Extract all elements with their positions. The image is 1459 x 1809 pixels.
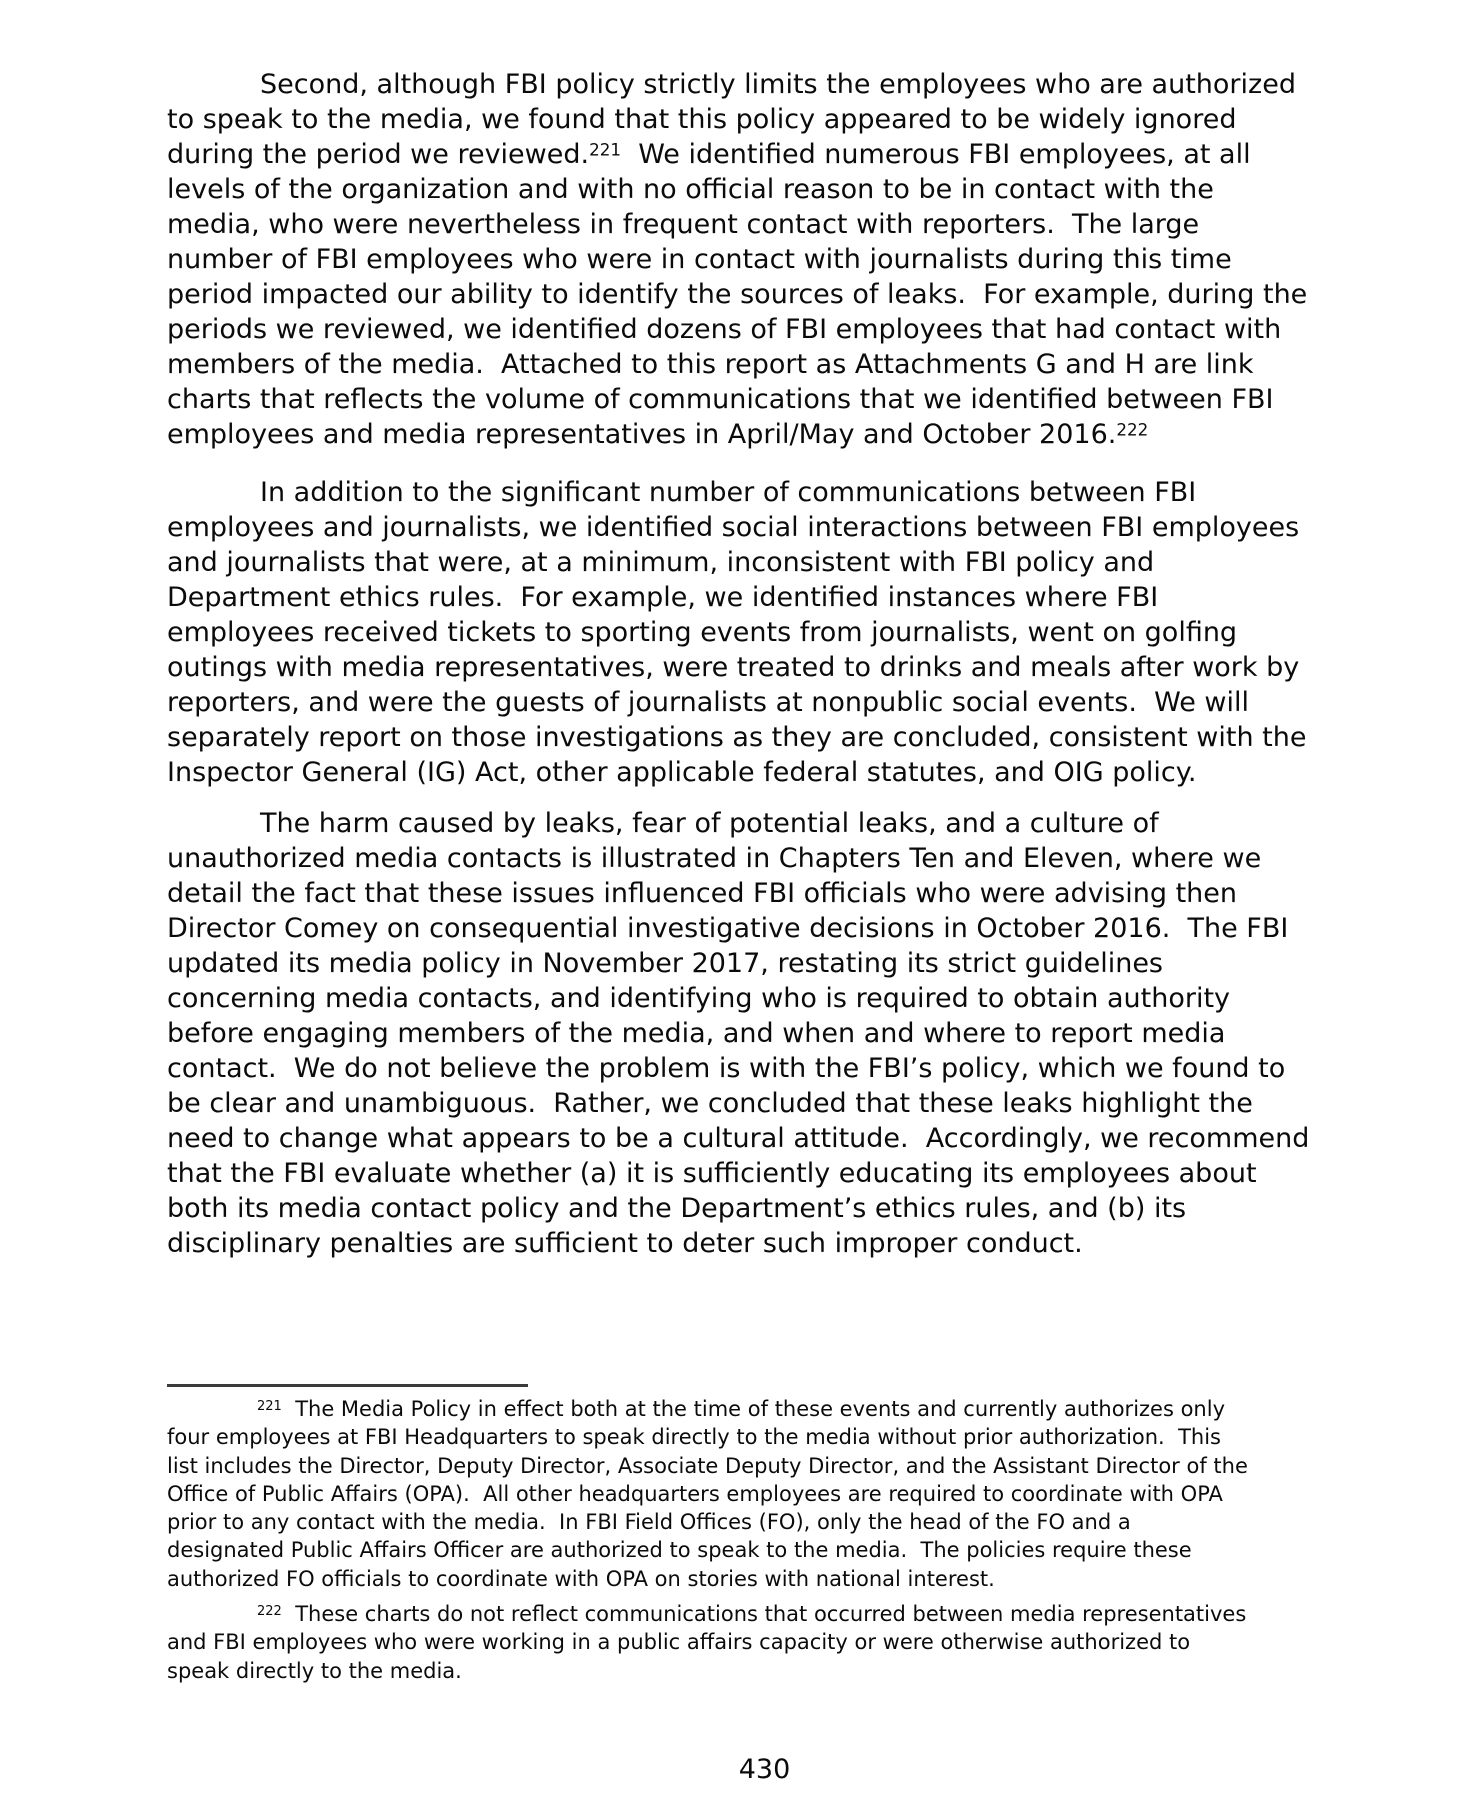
- footnote-line: four employees at FBI Headquarters to speak directly to the media without prior authorization. This: [167, 1425, 1221, 1450]
- body-line: charts that reflects the volume of communications that we identified between FBI: [167, 384, 1274, 415]
- footnote-line: $^{221}$ The Media Policy in effect both at the time of these events and currently authorizes only: [257, 1397, 1226, 1421]
- body-line: during the period we reviewed.$^{221}$ We identified numerous FBI employees, at all: [167, 139, 1251, 170]
- body-line: unauthorized media contacts is illustrated in Chapters Ten and Eleven, where we: [167, 843, 1262, 874]
- highlighted-body-line: In addition to the significant number of communications between FBI: [167, 475, 1362, 510]
- footnote-separator: [167, 1384, 528, 1387]
- report-body: [167, 0, 1362, 1785]
- body-line: Second, although FBI policy strictly limits the employees who are authorized: [260, 69, 1296, 100]
- paragraph-1: [167, 67, 1362, 452]
- footnote-222: [167, 1600, 1362, 1685]
- paragraph-3: [167, 806, 1362, 1261]
- body-paragraphs: [167, 67, 1362, 1261]
- body-line: need to change what appears to be a cultural attitude. Accordingly, we recommend: [167, 1123, 1310, 1154]
- footnote-reference-221: 221: [589, 139, 622, 160]
- body-line: The harm caused by leaks, fear of potential leaks, and a culture of: [260, 808, 1159, 839]
- body-line: before engaging members of the media, and when and where to report media: [167, 1018, 1226, 1049]
- paragraph-2: [167, 475, 1362, 790]
- page-number: 430: [738, 1754, 791, 1785]
- highlighted-body-line: reporters, and were the guests of journalists at nonpublic social events. We will: [167, 685, 1362, 720]
- footnote-line: speak directly to the media.: [167, 1658, 462, 1683]
- footnote-line: Office of Public Affairs (OPA). All other headquarters employees are required to coordinate with OPA: [167, 1481, 1223, 1506]
- body-line: levels of the organization and with no official reason to be in contact with the: [167, 174, 1214, 205]
- body-line: updated its media policy in November 2017, restating its strict guidelines: [167, 948, 1163, 979]
- footnote-line: designated Public Affairs Officer are authorized to speak to the media. The policies require these: [167, 1538, 1192, 1563]
- footnote-line: list includes the Director, Deputy Director, Associate Deputy Director, and the Assistant Director of the: [167, 1453, 1248, 1478]
- body-line: contact. We do not believe the problem is with the FBI’s policy, which we found to: [167, 1053, 1286, 1084]
- footnote-line: $^{222}$ These charts do not reflect communications that occurred between media representatives: [257, 1602, 1247, 1627]
- highlighted-body-line: outings with media representatives, were treated to drinks and meals after work by: [167, 650, 1362, 685]
- footnote-line: and FBI employees who were working in a public affairs capacity or were otherwise authorized to: [167, 1630, 1191, 1655]
- body-line: Director Comey on consequential investigative decisions in October 2016. The FBI: [167, 913, 1289, 944]
- body-line: to speak to the media, we found that this policy appeared to be widely ignored: [167, 104, 1237, 135]
- footnotes: [167, 1395, 1362, 1685]
- footnote-reference-221: 221: [257, 1399, 282, 1415]
- highlighted-body-line: employees and journalists, we identified social interactions between FBI employees: [167, 510, 1362, 545]
- body-line: Inspector General (IG) Act, other applicable federal statutes, and OIG policy.: [167, 757, 1197, 788]
- body-line: employees and media representatives in April/May and October 2016.$^{222}$: [167, 419, 1149, 450]
- body-line: separately report on those investigations as they are concluded, consistent with the: [167, 722, 1307, 753]
- body-line: periods we reviewed, we identified dozens of FBI employees that had contact with: [167, 314, 1282, 345]
- footnote-line: authorized FO officials to coordinate with OPA on stories with national interest.: [167, 1566, 995, 1591]
- footnote-reference-222: 222: [1116, 419, 1149, 440]
- footnote-reference-222: 222: [257, 1604, 282, 1620]
- body-line: detail the fact that these issues influenced FBI officials who were advising then: [167, 878, 1237, 909]
- body-line: period impacted our ability to identify the sources of leaks. For example, during the: [167, 279, 1308, 310]
- body-line: media, who were nevertheless in frequent contact with reporters. The large: [167, 209, 1200, 240]
- body-line: concerning media contacts, and identifying who is required to obtain authority: [167, 983, 1231, 1014]
- highlighted-body-line: employees received tickets to sporting events from journalists, went on golfing: [167, 615, 1362, 650]
- footnote-221: [167, 1395, 1362, 1593]
- body-line: be clear and unambiguous. Rather, we concluded that these leaks highlight the: [167, 1088, 1253, 1119]
- body-line: members of the media. Attached to this report as Attachments G and H are link: [167, 349, 1254, 380]
- footnote-line: prior to any contact with the media. In FBI Field Offices (FO), only the head of the FO and a: [167, 1510, 1131, 1535]
- body-line: that the FBI evaluate whether (a) it is sufficiently educating its employees about: [167, 1158, 1257, 1189]
- body-line: number of FBI employees who were in contact with journalists during this time: [167, 244, 1232, 275]
- highlighted-body-line: and journalists that were, at a minimum, inconsistent with FBI policy and: [167, 545, 1362, 580]
- body-line: both its media contact policy and the Department’s ethics rules, and (b) its: [167, 1193, 1187, 1224]
- body-line: disciplinary penalties are sufficient to deter such improper conduct.: [167, 1228, 1083, 1259]
- highlighted-body-line: Department ethics rules. For example, we identified instances where FBI: [167, 580, 1362, 615]
